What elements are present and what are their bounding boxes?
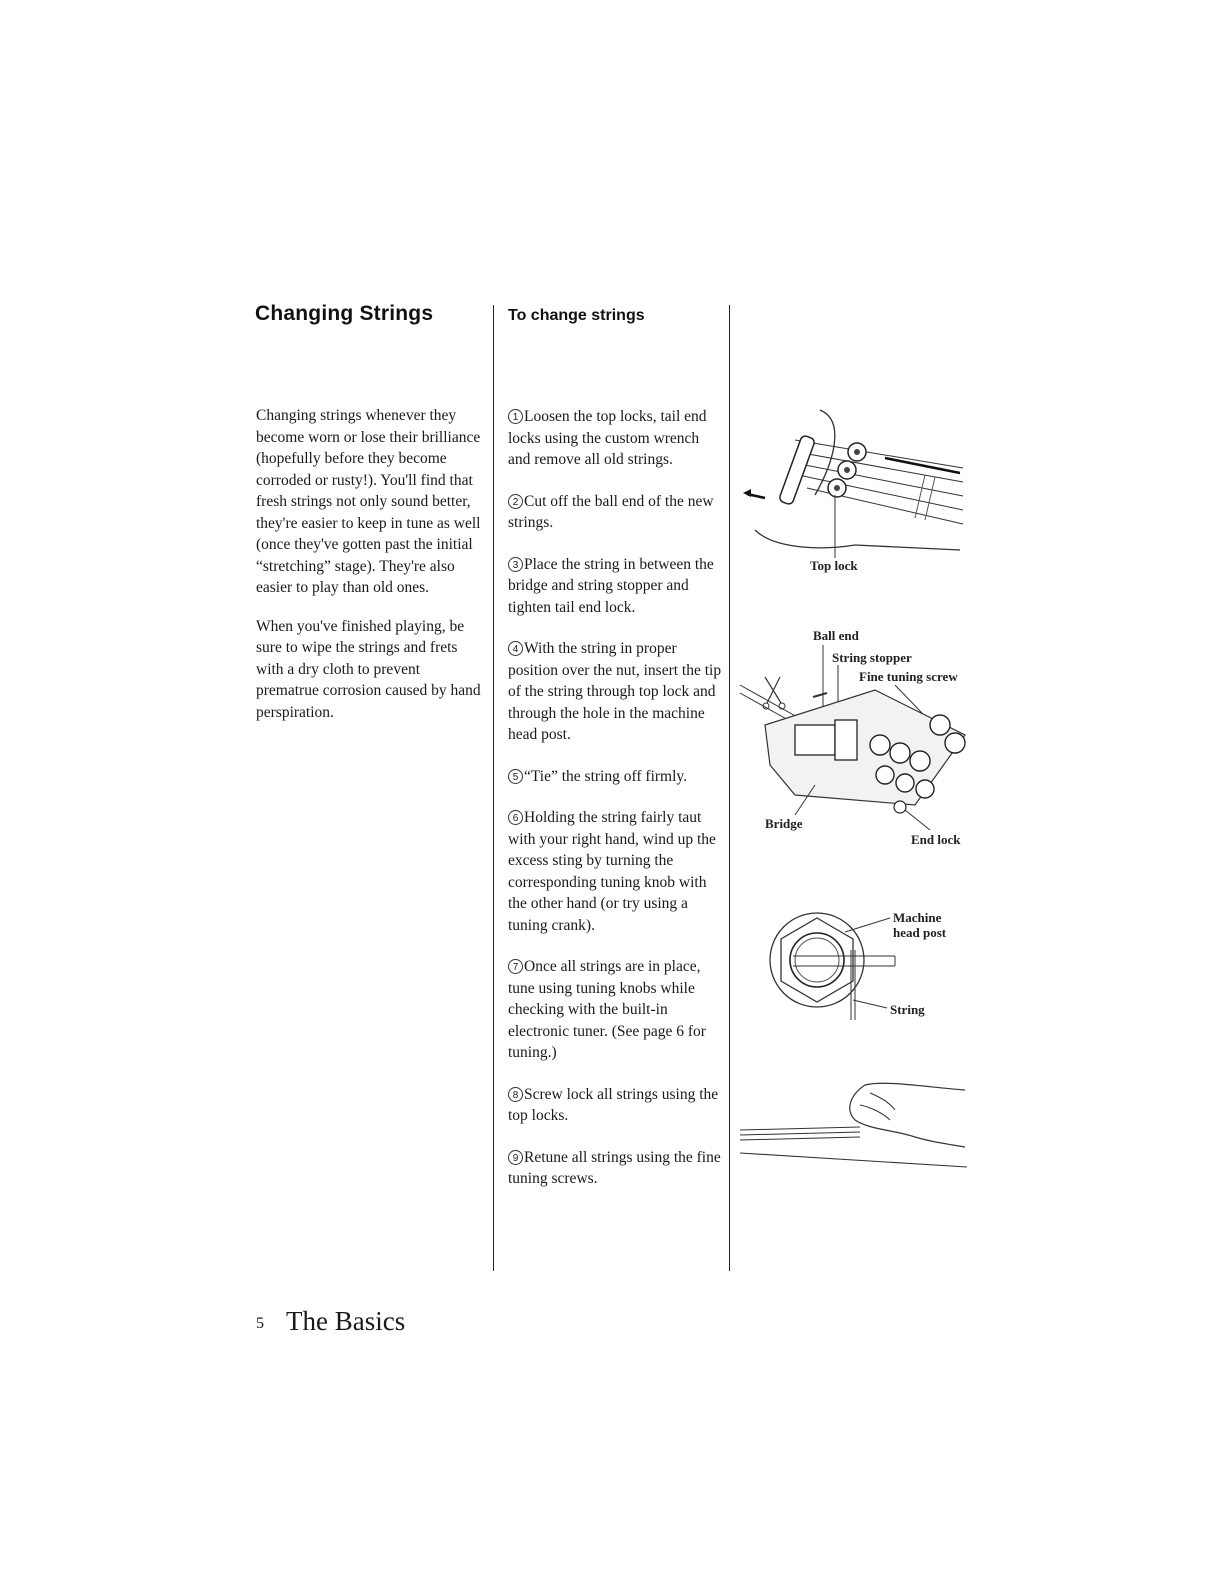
step-text: Once all strings are in place, tune using tuning knobs while checking with the built-in electronic tuner. (See page 6 for tuning.) — [508, 958, 706, 1061]
figure-machine-head-post — [735, 900, 970, 1025]
step-item — [508, 807, 722, 936]
step-text: Retune all strings using the fine tuning screws. — [508, 1148, 721, 1187]
step-number: 5 — [508, 769, 523, 784]
label-end-lock: End lock — [911, 832, 961, 847]
step-text: Screw lock all strings using the top locks. — [508, 1085, 719, 1124]
step-number: 2 — [508, 494, 523, 509]
step-text: Cut off the ball end of the new strings. — [508, 492, 714, 531]
label-ball-end: Ball end — [813, 628, 859, 643]
step-number: 9 — [508, 1150, 523, 1165]
label-fine-tuning-screw: Fine tuning screw — [859, 669, 958, 684]
step-number: 6 — [508, 810, 523, 825]
page-number: 5 — [256, 1315, 264, 1332]
step-item — [508, 1084, 722, 1127]
step-number: 7 — [508, 959, 523, 974]
step-text: Place the string in between the bridge and string stopper and tighten tail end lock. — [508, 555, 714, 616]
step-text: Holding the string fairly taut with your right hand, wind up the excess sting by turning the corresponding tuning knob with the other hand (or try using a tuning crank). — [508, 809, 716, 934]
step-number: 4 — [508, 641, 523, 656]
figure-top-lock — [735, 400, 970, 585]
label-top-lock: Top lock — [810, 558, 858, 573]
intro-paragraph: Changing strings whenever they become worn or lose their brilliance (hopefully before they become corroded or rusty!). You'll find that fresh strings not only sound better, they're easier to keep in tune as well (once they've gotten past the initial “stretching” stage). They're also easier to play than old ones. — [256, 407, 481, 596]
footer-section-title: The Basics — [286, 1306, 406, 1336]
label-string: String — [890, 1002, 925, 1017]
step-item — [508, 554, 722, 619]
steps-list — [508, 406, 722, 1210]
step-item — [508, 638, 722, 746]
step-item — [508, 1147, 722, 1190]
label-string-stopper: String stopper — [832, 650, 912, 665]
column-divider-left — [493, 305, 494, 1271]
step-number: 3 — [508, 557, 523, 572]
hand-tuning-illustration — [735, 1075, 970, 1175]
step-number: 1 — [508, 409, 523, 424]
step-text: Loosen the top locks, tail end locks using the custom wrench and remove all old strings. — [508, 408, 707, 468]
section-subtitle: To change strings — [508, 307, 645, 324]
step-text: “Tie” the string off firmly. — [524, 767, 688, 785]
step-item — [508, 956, 722, 1064]
figure-bridge — [735, 625, 970, 850]
page-footer — [256, 1306, 405, 1337]
page-title: Changing Strings — [255, 302, 434, 325]
step-item — [508, 766, 722, 788]
step-number: 8 — [508, 1087, 523, 1102]
column-divider-right — [729, 305, 730, 1271]
intro-paragraph: When you've finished playing, be sure to wipe the strings and frets with a dry cloth to prevent prematrue corrosion caused by hand perspiration. — [256, 617, 481, 721]
label-machine-head-post: Machine head post — [893, 910, 947, 940]
label-bridge: Bridge — [765, 816, 803, 831]
step-item — [508, 491, 722, 534]
intro-text — [256, 405, 484, 740]
step-text: With the string in proper position over the nut, insert the tip of the string through top lock and through the hole in the machine head post. — [508, 640, 722, 743]
step-item — [508, 406, 722, 471]
